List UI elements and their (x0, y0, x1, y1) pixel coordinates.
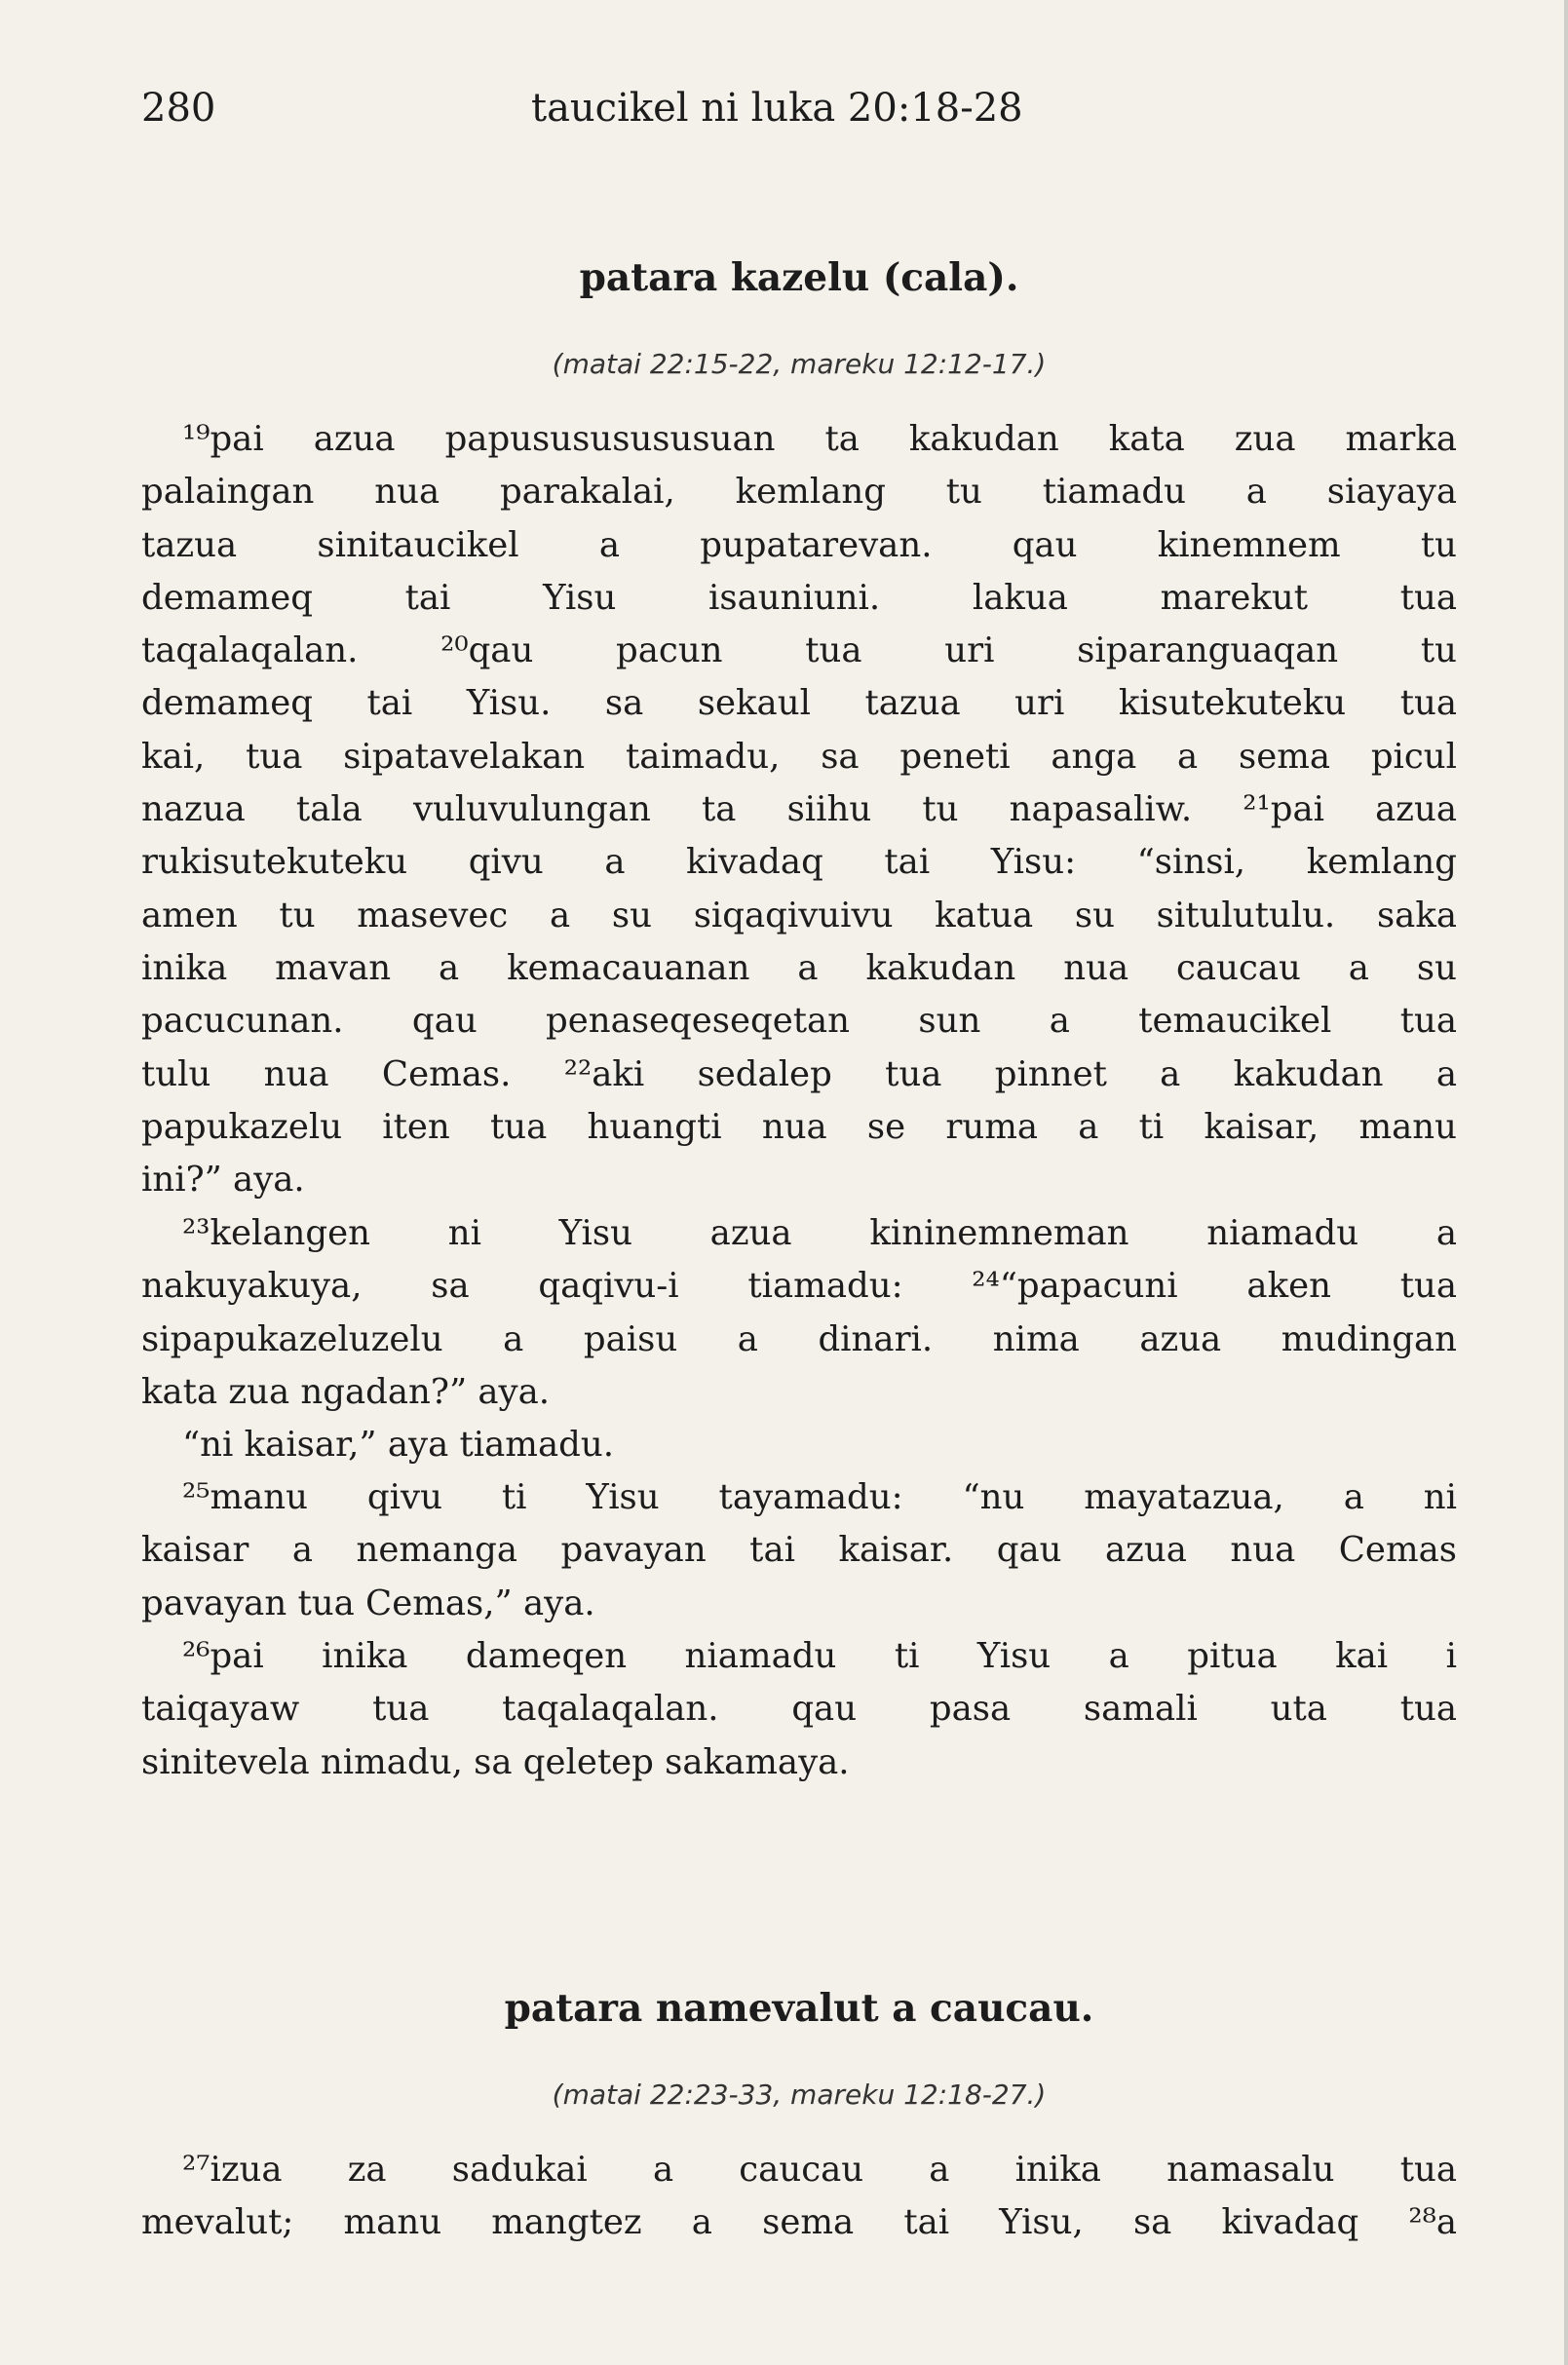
text-line: ini?” aya. (141, 1160, 305, 1201)
text-line: pacucunan. qau penaseqeseqetan sun a temaucikel tua (141, 1001, 1457, 1042)
text-line: ²³kelangen ni Yisu azua kininemneman niamadu a (182, 1213, 1457, 1253)
text-line: inika mavan a kemacauanan a kakudan nua caucau a su (141, 947, 1457, 988)
page-header (141, 86, 1457, 144)
text-line: ²⁷izua za sadukai a caucau a inika namasalu tua (182, 2150, 1457, 2190)
scripture-reference: (matai 22:15-22, mareku 12:12-17.) (552, 348, 1047, 380)
text-line: tazua sinitaucikel a pupatarevan. qau kinemnem tu (141, 524, 1457, 565)
text-line: “ni kaisar,” aya tiamadu. (182, 1425, 615, 1465)
text-line: ²⁵manu qivu ti Yisu tayamadu: “nu mayatazua, a ni (182, 1477, 1457, 1517)
text-line: demameq tai Yisu isauniuni. lakua marekut tua (141, 577, 1457, 618)
section-heading: patara namevalut a caucau. (504, 1986, 1094, 2031)
text-line: nakuyakuya, sa qaqivu-i tiamadu: ²⁴“papacuni aken tua (141, 1266, 1457, 1307)
text-line: pavayan tua Cemas,” aya. (141, 1583, 595, 1623)
page-edge (1564, 0, 1568, 2365)
text-line: kai, tua sipatavelakan taimadu, sa peneti anga a sema picul (141, 736, 1457, 777)
text-line: palaingan nua parakalai, kemlang tu tiamadu a siayaya (141, 472, 1457, 513)
text-line: taqalaqalan. ²⁰qau pacun tua uri siparanguaqan tu (141, 630, 1457, 671)
text-line: tulu nua Cemas. ²²aki sedalep tua pinnet a kakudan a (141, 1053, 1457, 1094)
text-line: mevalut; manu mangtez a sema tai Yisu, sa kivadaq ²⁸a (141, 2202, 1457, 2243)
paragraph-reply (141, 1419, 1457, 1471)
text-line: ²⁶pai inika dameqen niamadu ti Yisu a pitua kai i (182, 1636, 1457, 1676)
text-line: ¹⁹pai azua papusususususuan ta kakudan kata zua marka (182, 419, 1457, 459)
text-line: kaisar a nemanga pavayan tai kaisar. qau azua nua Cemas (141, 1530, 1457, 1571)
text-line: papukazelu iten tua huangti nua se ruma a ti kaisar, manu (141, 1106, 1457, 1147)
text-line: sinitevela nimadu, sa qeletep sakamaya. (141, 1741, 850, 1782)
text-line: rukisutekuteku qivu a kivadaq tai Yisu: “sinsi, kemlang (141, 842, 1457, 883)
text-line: kata zua ngadan?” aya. (141, 1371, 551, 1412)
text-line: taiqayaw tua taqalaqalan. qau pasa samali uta tua (141, 1689, 1457, 1730)
paragraph-23-24 (141, 1207, 1457, 1419)
page-number: 280 (141, 86, 216, 131)
paragraph-19-22 (141, 413, 1457, 1206)
text-line: nazua tala vuluvulungan ta siihu tu napasaliw. ²¹pai azua (141, 789, 1457, 830)
scripture-reference: (matai 22:23-33, mareku 12:18-27.) (552, 2079, 1047, 2111)
text-line: demameq tai Yisu. sa sekaul tazua uri kisutekuteku tua (141, 683, 1457, 724)
paragraph-26 (141, 1630, 1457, 1789)
paragraph-27-28 (141, 2144, 1457, 2250)
text-line: amen tu masevec a su siqaqivuivu katua su situlutulu. saka (141, 895, 1457, 935)
running-head: taucikel ni luka 20:18-28 (531, 86, 1023, 131)
text-line: sipapukazeluzelu a paisu a dinari. nima azua mudingan (141, 1318, 1457, 1359)
paragraph-25 (141, 1471, 1457, 1630)
section-heading: patara kazelu (cala). (579, 255, 1019, 300)
